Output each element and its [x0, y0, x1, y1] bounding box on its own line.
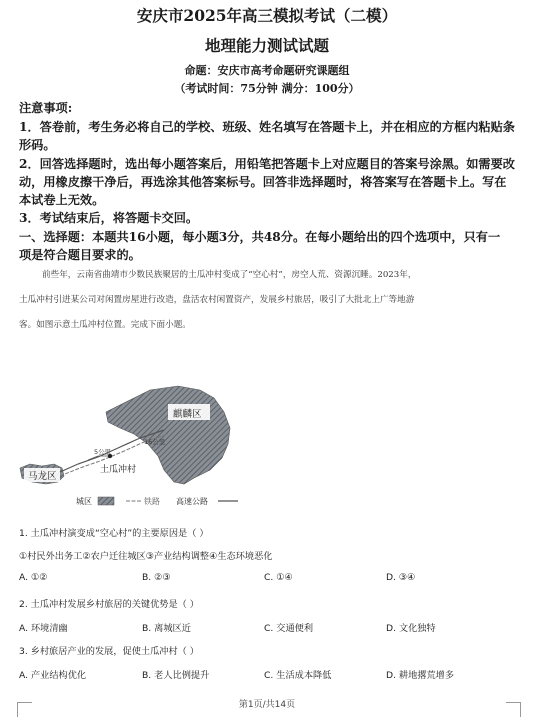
page-number: 第1页/共14页	[238, 700, 296, 710]
question-3-option-c: C. 生活成本降低	[264, 670, 332, 681]
question-1-statements: ①村民外出务工②农户迁往城区③产业结构调整④生态环境恶化	[19, 551, 273, 562]
question-2-option-c: C. 交通便利	[264, 623, 314, 634]
question-1-option-d: D. ③④	[386, 572, 416, 583]
question-3-stem: 3. 乡村旅居产业的发展，促使土瓜冲村（ ）	[19, 646, 199, 657]
intro-line: 土瓜冲村引进某公司对闲置房屋进行改造，盘活农村闲置资产，发展乡村旅居，吸引了大批北上广等地游	[19, 295, 415, 305]
exam-subtitle: 地理能力测试试题	[204, 36, 329, 55]
section-heading-cont: 项是符合题目要求的。	[19, 248, 141, 262]
notes-line: 1．答卷前，考生务必将自己的学校、班级、姓名填写在答题卡上，并在相应的方框内粘贴条	[19, 120, 515, 134]
question-3-option-b: B. 老人比例提升	[142, 670, 210, 681]
notes-line: 2．回答选择题时，选出每小题答案后，用铅笔把答题卡上对应题目的答案号涂黑。如需要改	[19, 157, 515, 171]
location-map	[18, 372, 298, 512]
legend-city-swatch	[98, 497, 114, 505]
intro-line: 客。如图示意土瓜冲村位置。完成下面小题。	[19, 320, 191, 330]
notes-heading: 注意事项:	[19, 101, 73, 115]
section-heading: 一、选择题：本题共16小题，每小题3分，共48分。在每小题给出的四个选项中，只有一	[19, 230, 501, 244]
legend-railway-label: 铁路	[144, 497, 160, 506]
exam-title: 安庆市2025年高三模拟考试（二模）	[136, 6, 398, 25]
question-3-option-d: D. 耕地撂荒增多	[386, 670, 455, 681]
question-2-stem: 2. 土瓜冲村发展乡村旅居的关键优势是（ ）	[19, 599, 199, 610]
notes-line: 本试卷上无效。	[19, 193, 105, 207]
legend-city-label: 城区	[76, 497, 92, 506]
legend-highway-label: 高速公路	[176, 497, 208, 506]
question-1-option-a: A. ①②	[19, 572, 48, 583]
question-2-option-a: A. 环境清幽	[19, 623, 68, 634]
malong-label: 马龙区	[28, 471, 57, 482]
exam-meta: （考试时间：75分钟 满分：100分）	[174, 82, 360, 95]
notes-line: 3．考试结束后，将答题卡交回。	[19, 211, 199, 225]
intro-line: 前些年，云南省曲靖市少数民族聚居的土瓜冲村变成了“空心村”，房空人荒、资源沉睡。2023年，	[42, 270, 417, 280]
question-3-option-a: A. 产业结构优化	[19, 670, 87, 681]
village-label: 土瓜冲村	[100, 465, 137, 475]
notes-line: 形码。	[19, 138, 56, 152]
question-1-option-b: B. ②③	[142, 572, 171, 583]
question-2-option-d: D. 文化独特	[386, 623, 436, 634]
question-1-option-c: C. ①④	[264, 572, 293, 583]
distance-16km-label: 16公里	[144, 438, 166, 446]
distance-5km-label: 5公里	[94, 448, 112, 456]
question-2-option-b: B. 离城区近	[142, 623, 191, 634]
qilin-label: 麒麟区	[173, 409, 202, 420]
question-1-stem: 1. 土瓜冲村演变成“空心村”的主要原因是（ ）	[19, 528, 209, 539]
notes-line: 动，用橡皮擦干净后，再选涂其他答案标号。回答非选择题时，将答案写在答题卡上。写在	[19, 175, 507, 189]
exam-author: 命题：安庆市高考命题研究课题组	[184, 64, 350, 77]
